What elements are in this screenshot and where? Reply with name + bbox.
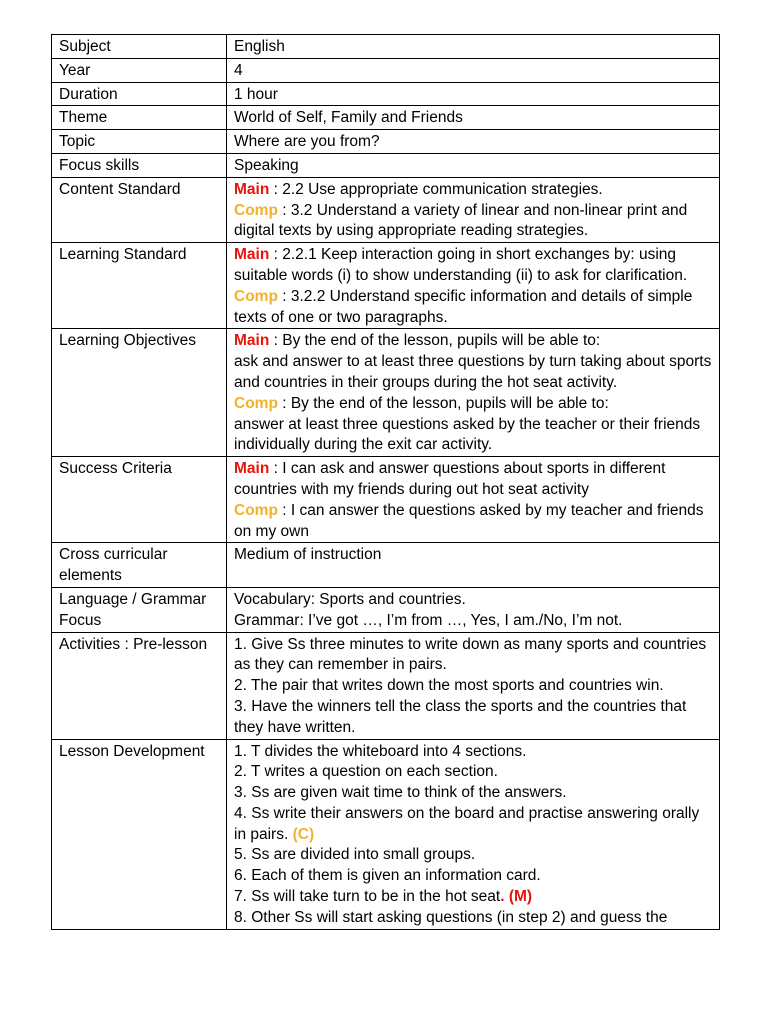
grammar-line: Grammar: I’ve got …, I’m from …, Yes, I am./No, I’m not. (234, 611, 623, 629)
table-row (52, 177, 720, 242)
row-label: Theme (52, 106, 227, 130)
row-label: Content Standard (52, 177, 227, 242)
step-line: 1. Give Ss three minutes to write down as many sports and countries as they can remember in pairs. (234, 635, 707, 674)
comp-line (234, 394, 713, 415)
main-text: : By the end of the lesson, pupils will be able to: (269, 332, 601, 350)
row-value: World of Self, Family and Friends (227, 106, 720, 130)
table-row (52, 35, 720, 59)
row-value: 4 (227, 58, 720, 82)
main-tag: Main (234, 332, 270, 350)
table-row (52, 243, 720, 329)
comp-marker: (C) (292, 825, 315, 843)
row-value: English (227, 35, 720, 59)
comp-tag: Comp (234, 287, 278, 305)
step-line: 2. The pair that writes down the most sports and countries win. (234, 677, 664, 695)
comp-line (234, 501, 713, 543)
table-row (52, 587, 720, 632)
comp-text: : I can answer the questions asked by my teacher and friends on my own (234, 501, 704, 540)
row-label: Activities : Pre-lesson (52, 632, 227, 739)
row-value (227, 329, 720, 457)
step-line: 3. Have the winners tell the class the sports and the countries that they have written. (234, 697, 687, 736)
step-line: 1. T divides the whiteboard into 4 sections. (234, 742, 527, 760)
row-value: Speaking (227, 153, 720, 177)
table-row (52, 58, 720, 82)
comp-text: : 3.2 Understand a variety of linear and non-linear print and digital texts by using appropriate reading strategies. (234, 201, 688, 240)
main-line (234, 331, 713, 352)
step-line: 3. Ss are given wait time to think of the answers. (234, 784, 567, 802)
row-label: Learning Objectives (52, 329, 227, 457)
step-period: . (500, 888, 505, 906)
main-text: : 2.2.1 Keep interaction going in short exchanges by: using suitable words (i) to show understanding (ii) to ask for clarification. (234, 246, 688, 284)
main-line (234, 180, 713, 201)
row-label: Year (52, 58, 227, 82)
row-label: Learning Standard (52, 243, 227, 329)
step-text: 7. Ss will take turn to be in the hot seat (234, 888, 501, 906)
row-value (227, 632, 720, 739)
row-value: Medium of instruction (227, 543, 720, 588)
vocabulary-line: Vocabulary: Sports and countries. (234, 590, 466, 608)
main-line (234, 245, 713, 287)
row-label: Cross curricular elements (52, 543, 227, 588)
table-row (52, 543, 720, 588)
main-tag: Main (234, 460, 270, 478)
step-line (234, 804, 713, 846)
row-value (227, 457, 720, 543)
comp-objective: answer at least three questions asked by the teacher or their friends individually during the exit car activity. (234, 415, 701, 454)
main-tag: Main (234, 246, 270, 264)
row-value: 1 hour (227, 82, 720, 106)
comp-tag: Comp (234, 394, 278, 412)
row-label: Topic (52, 130, 227, 154)
lesson-plan-table (51, 34, 720, 930)
main-text: : I can ask and answer questions about sports in different countries with my friends during out hot seat activity (234, 460, 666, 498)
row-label: Language / Grammar Focus (52, 587, 227, 632)
row-label: Lesson Development (52, 739, 227, 929)
main-tag: Main (234, 180, 270, 198)
step-line: 2. T writes a question on each section. (234, 763, 498, 781)
table-row (52, 106, 720, 130)
comp-tag: Comp (234, 201, 278, 219)
table-row (52, 739, 720, 929)
step-line (234, 887, 713, 908)
step-line: 5. Ss are divided into small groups. (234, 846, 476, 864)
table-row (52, 632, 720, 739)
main-line (234, 459, 713, 501)
comp-line (234, 201, 713, 243)
main-text: : 2.2 Use appropriate communication strategies. (269, 180, 603, 198)
row-label: Subject (52, 35, 227, 59)
table-row (52, 153, 720, 177)
row-value (227, 177, 720, 242)
main-marker: (M) (508, 888, 533, 906)
row-value: Where are you from? (227, 130, 720, 154)
row-label: Success Criteria (52, 457, 227, 543)
comp-text: : By the end of the lesson, pupils will be able to: (277, 394, 609, 412)
table-row (52, 457, 720, 543)
row-value (227, 587, 720, 632)
table-row (52, 329, 720, 457)
row-label: Focus skills (52, 153, 227, 177)
comp-line (234, 287, 713, 329)
table-row (52, 82, 720, 106)
step-text: 4. Ss write their answers on the board and practise answering orally in pairs. (234, 804, 700, 843)
row-label: Duration (52, 82, 227, 106)
comp-tag: Comp (234, 501, 278, 519)
row-value (227, 243, 720, 329)
row-value (227, 739, 720, 929)
step-line: 6. Each of them is given an information card. (234, 867, 541, 885)
comp-text: : 3.2.2 Understand specific information and details of simple texts of one or two paragraphs. (234, 287, 693, 326)
main-objective: ask and answer to at least three questions by turn taking about sports and countries in their groups during the hot seat activity. (234, 353, 712, 391)
table-row (52, 130, 720, 154)
step-line: 8. Other Ss will start asking questions (in step 2) and guess the (234, 908, 668, 926)
